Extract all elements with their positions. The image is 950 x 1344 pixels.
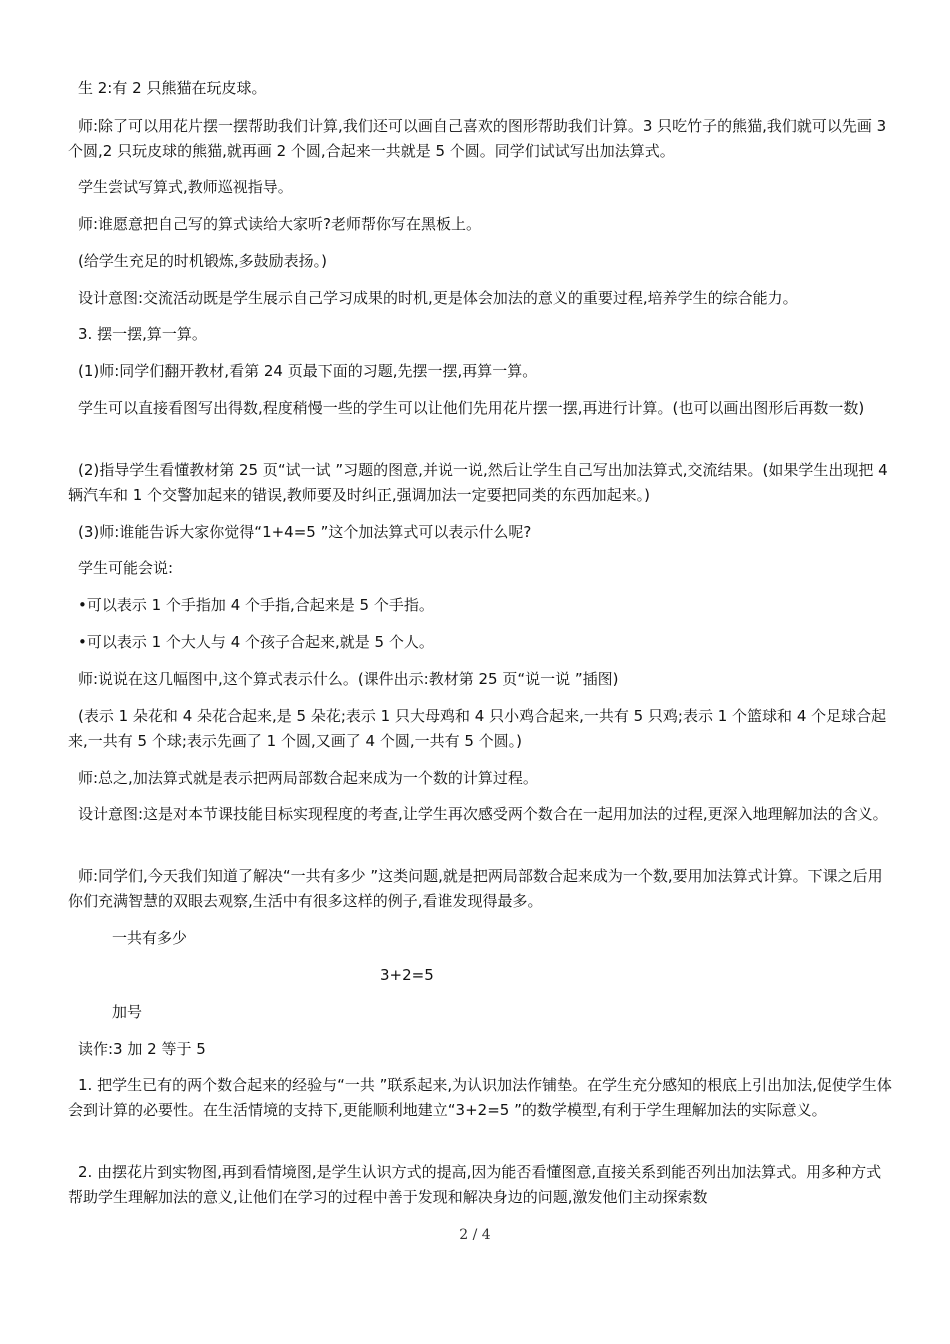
paragraph-design-intent-2: 设计意图:这是对本节课技能目标实现程度的考查,让学生再次感受两个数合在一起用加法的过程,更深入地理解加法的含义。 [78, 805, 888, 823]
board-plus-label: 加号 [112, 1003, 143, 1021]
paragraph-students-may-say: 学生可能会说: [78, 559, 174, 577]
bullet-item-people: •可以表示 1 个大人与 4 个孩子合起来,就是 5 个人。 [78, 633, 434, 651]
paragraph-design-intent-1: 设计意图:交流活动既是学生展示自己学习成果的时机,更是体会加法的意义的重要过程,培养学生的综合能力。 [78, 289, 798, 307]
paragraph-step-1: (1)师:同学们翻开教材,看第 24 页最下面的习题,先摆一摆,再算一算。 [78, 362, 538, 380]
paragraph-students-direct: 学生可以直接看图写出得数,程度稍慢一些的学生可以让他们先用花片摆一摆,再进行计算。(也可以画出图形后再数一数) [78, 399, 865, 417]
page-number: 2 / 4 [459, 1227, 491, 1243]
paragraph-teacher-drawing: 师:除了可以用花片摆一摆帮助我们计算,我们还可以画自己喜欢的图形帮助我们计算。3 只吃竹子的熊猫,我们就可以先画 3 个圆,2 只玩皮球的熊猫,就再画 2 个圆,合起来一共就是 5 个圆。同学们试试写出加法算式。 [68, 117, 887, 160]
reflection-item-2: 2. 由摆花片到实物图,再到看情境图,是学生认识方式的提高,因为能否看懂图意,直接关系到能否列出加法算式。用多种方式帮助学生理解加法的意义,让他们在学习的过程中善于发现和解决身边的问题,激发他们主动探索数 [68, 1163, 882, 1206]
paragraph-student-2: 生 2:有 2 只熊猫在玩皮球。 [78, 79, 267, 97]
board-reading: 读作:3 加 2 等于 5 [78, 1040, 206, 1058]
board-title: 一共有多少 [112, 929, 188, 947]
board-equation: 3+2=5 [380, 966, 434, 984]
paragraph-teacher-read: 师:谁愿意把自己写的算式读给大家听?老师帮你写在黑板上。 [78, 215, 482, 233]
paragraph-praise-note: (给学生充足的时机锻炼,多鼓励表扬。) [78, 252, 327, 270]
bullet-item-fingers: •可以表示 1 个手指加 4 个手指,合起来是 5 个手指。 [78, 596, 434, 614]
paragraph-step-3: (3)师:谁能告诉大家你觉得“1+4=5 ”这个加法算式可以表示什么呢? [78, 523, 532, 541]
paragraph-picture-meanings: (表示 1 朵花和 4 朵花合起来,是 5 朵花;表示 1 只大母鸡和 4 只小鸡合起来,一共有 5 只鸡;表示 1 个篮球和 4 个足球合起来,一共有 5 个球;表示先画了 1 个圆,又画了 4 个圆,一共有 5 个圆。) [68, 707, 887, 750]
paragraph-teacher-closing: 师:同学们,今天我们知道了解决“一共有多少 ”这类问题,就是把两局部数合起来成为一个数,要用加法算式计算。下课之后用你们充满智慧的双眼去观察,生活中有很多这样的例子,看谁发现得最多。 [68, 867, 883, 910]
paragraph-section-3: 3. 摆一摆,算一算。 [78, 325, 207, 343]
paragraph-teacher-summary: 师:总之,加法算式就是表示把两局部数合起来成为一个数的计算过程。 [78, 769, 538, 787]
paragraph-students-try: 学生尝试写算式,教师巡视指导。 [78, 178, 293, 196]
paragraph-step-2: (2)指导学生看懂教材第 25 页“试一试 ”习题的图意,并说一说,然后让学生自己写出加法算式,交流结果。(如果学生出现把 4 辆汽车和 1 个交警加起来的错误,教师要及时纠正,强调加法一定要把同类的东西加起来。) [68, 461, 888, 504]
reflection-item-1: 1. 把学生已有的两个数合起来的经验与“一共 ”联系起来,为认识加法作铺垫。在学生充分感知的根底上引出加法,促使学生体会到计算的必要性。在生活情境的支持下,更能顺利地建立“3+2=5 ”的数学模型,有利于学生理解加法的实际意义。 [68, 1076, 892, 1119]
paragraph-teacher-pictures: 师:说说在这几幅图中,这个算式表示什么。(课件出示:教材第 25 页“说一说 ”插图) [78, 670, 619, 688]
